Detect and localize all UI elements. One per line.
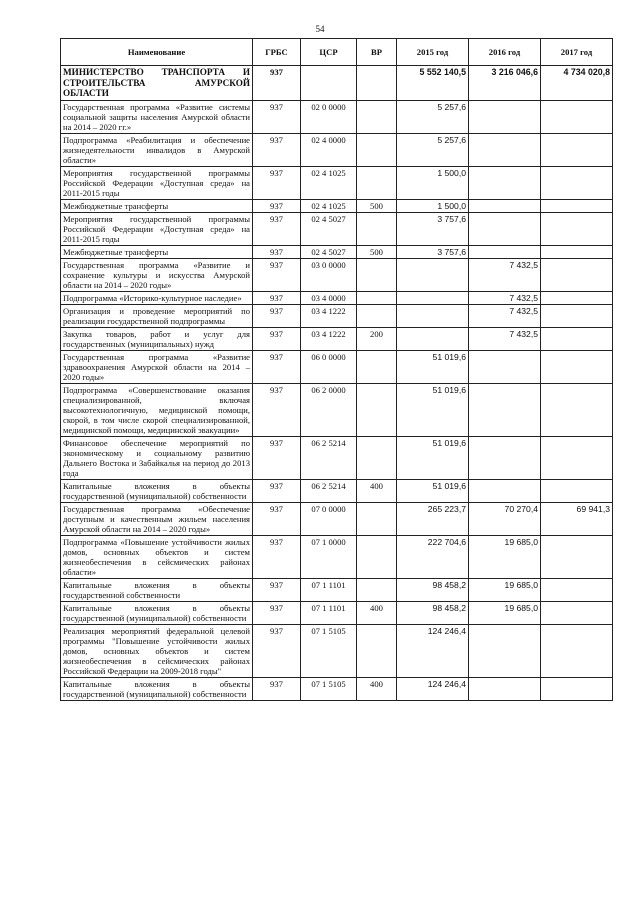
cell-2017: 69 941,3 bbox=[541, 502, 613, 535]
header-row bbox=[61, 39, 613, 66]
cell-grbs: 937 bbox=[253, 327, 301, 350]
cell-vr bbox=[357, 383, 397, 436]
cell-name: Государственная программа «Развитие здравоохранения Амурской области на 2014 – 2020 годы» bbox=[61, 350, 253, 383]
cell-2015: 1 500,0 bbox=[397, 166, 469, 199]
cell-name: Организация и проведение мероприятий по реализации государственной подпрограммы bbox=[61, 304, 253, 327]
table-row bbox=[61, 212, 613, 245]
cell-vr: 400 bbox=[357, 677, 397, 700]
cell-grbs: 937 bbox=[253, 383, 301, 436]
cell-2016: 3 216 046,6 bbox=[469, 66, 541, 101]
cell-2016: 19 685,0 bbox=[469, 578, 541, 601]
cell-name: Мероприятия государственной программы Российской Федерации «Доступная среда» на 2011-2015 годы bbox=[61, 166, 253, 199]
cell-2015: 51 019,6 bbox=[397, 479, 469, 502]
table-row bbox=[61, 100, 613, 133]
cell-vr bbox=[357, 100, 397, 133]
cell-name: Капитальные вложения в объекты государственной (муниципальной) собственности bbox=[61, 601, 253, 624]
cell-2015 bbox=[397, 258, 469, 291]
table-row bbox=[61, 502, 613, 535]
cell-2015: 222 704,6 bbox=[397, 535, 469, 578]
cell-2015: 98 458,2 bbox=[397, 578, 469, 601]
header-2017: 2017 год bbox=[541, 39, 613, 66]
cell-2016 bbox=[469, 212, 541, 245]
cell-name: Подпрограмма «Реабилитация и обеспечение жизнедеятельности инвалидов в Амурской области» bbox=[61, 133, 253, 166]
cell-csr: 02 4 5027 bbox=[301, 212, 357, 245]
cell-2016 bbox=[469, 133, 541, 166]
cell-name: Государственная программа «Обеспечение доступным и качественным жильем населения Амурской области на 2014 – 2020 годы» bbox=[61, 502, 253, 535]
cell-2016: 7 432,5 bbox=[469, 304, 541, 327]
cell-name: Межбюджетные трансферты bbox=[61, 199, 253, 212]
cell-vr: 500 bbox=[357, 245, 397, 258]
table-row bbox=[61, 304, 613, 327]
cell-2016: 19 685,0 bbox=[469, 601, 541, 624]
table-row bbox=[61, 291, 613, 304]
cell-2017 bbox=[541, 133, 613, 166]
cell-2015: 5 552 140,5 bbox=[397, 66, 469, 101]
cell-csr: 07 0 0000 bbox=[301, 502, 357, 535]
cell-name: Подпрограмма «Совершенствование оказания специализированной, включая высокотехнологичную, медицинской помощи, скорой, в том числе скорой специализированной, медицинской помощи, медицинской эвакуации» bbox=[61, 383, 253, 436]
table-row bbox=[61, 601, 613, 624]
cell-2017 bbox=[541, 291, 613, 304]
cell-2015 bbox=[397, 327, 469, 350]
cell-grbs: 937 bbox=[253, 350, 301, 383]
cell-vr bbox=[357, 291, 397, 304]
cell-csr: 06 2 5214 bbox=[301, 479, 357, 502]
cell-name: Государственная программа «Развитие и сохранение культуры и искусства Амурской области на 2014 – 2020 годы» bbox=[61, 258, 253, 291]
cell-2017 bbox=[541, 350, 613, 383]
cell-grbs: 937 bbox=[253, 624, 301, 677]
cell-vr bbox=[357, 535, 397, 578]
cell-2017 bbox=[541, 245, 613, 258]
table-row bbox=[61, 578, 613, 601]
budget-table bbox=[60, 38, 613, 701]
table-row bbox=[61, 245, 613, 258]
cell-csr: 02 4 5027 bbox=[301, 245, 357, 258]
cell-2016: 7 432,5 bbox=[469, 291, 541, 304]
header-csr: ЦСР bbox=[301, 39, 357, 66]
cell-2015: 124 246,4 bbox=[397, 624, 469, 677]
cell-2016: 7 432,5 bbox=[469, 258, 541, 291]
header-2016: 2016 год bbox=[469, 39, 541, 66]
cell-2017 bbox=[541, 624, 613, 677]
page-number: 54 bbox=[315, 24, 325, 34]
cell-grbs: 937 bbox=[253, 304, 301, 327]
cell-name: Финансовое обеспечение мероприятий по экономическому и социальному развитию Дальнего Востока и Забайкалья на период до 2013 года bbox=[61, 436, 253, 479]
cell-name: Капитальные вложения в объекты государственной (муниципальной) собственности bbox=[61, 677, 253, 700]
cell-2015: 265 223,7 bbox=[397, 502, 469, 535]
cell-name: Подпрограмма «Историко-культурное наследие» bbox=[61, 291, 253, 304]
cell-grbs: 937 bbox=[253, 601, 301, 624]
cell-csr: 03 4 1222 bbox=[301, 327, 357, 350]
cell-2017 bbox=[541, 436, 613, 479]
cell-2015: 5 257,6 bbox=[397, 133, 469, 166]
cell-name: Подпрограмма «Повышение устойчивости жилых домов, основных объектов и систем жизнеобеспечения в сейсмических районах области» bbox=[61, 535, 253, 578]
table-row bbox=[61, 133, 613, 166]
cell-vr bbox=[357, 212, 397, 245]
table-row bbox=[61, 166, 613, 199]
cell-csr: 03 0 0000 bbox=[301, 258, 357, 291]
cell-vr bbox=[357, 304, 397, 327]
table-row bbox=[61, 535, 613, 578]
cell-grbs: 937 bbox=[253, 133, 301, 166]
cell-name: Закупка товаров, работ и услуг для государственных (муниципальных) нужд bbox=[61, 327, 253, 350]
cell-name: Государственная программа «Развитие системы социальной защиты населения Амурской области на 2014 – 2020 гг.» bbox=[61, 100, 253, 133]
cell-name: Капитальные вложения в объекты государственной (муниципальной) собственности bbox=[61, 479, 253, 502]
cell-vr: 400 bbox=[357, 479, 397, 502]
table-row bbox=[61, 327, 613, 350]
cell-2015: 51 019,6 bbox=[397, 383, 469, 436]
cell-2016 bbox=[469, 383, 541, 436]
cell-vr: 500 bbox=[357, 199, 397, 212]
cell-vr bbox=[357, 624, 397, 677]
cell-2017 bbox=[541, 258, 613, 291]
cell-grbs: 937 bbox=[253, 100, 301, 133]
cell-grbs: 937 bbox=[253, 258, 301, 291]
table-row bbox=[61, 258, 613, 291]
cell-vr bbox=[357, 166, 397, 199]
cell-2017 bbox=[541, 304, 613, 327]
cell-grbs: 937 bbox=[253, 166, 301, 199]
cell-vr bbox=[357, 133, 397, 166]
cell-2016 bbox=[469, 245, 541, 258]
cell-vr bbox=[357, 436, 397, 479]
cell-2016 bbox=[469, 624, 541, 677]
cell-grbs: 937 bbox=[253, 199, 301, 212]
cell-csr: 06 2 0000 bbox=[301, 383, 357, 436]
cell-csr: 07 1 1101 bbox=[301, 601, 357, 624]
header-vr: ВР bbox=[357, 39, 397, 66]
cell-2017 bbox=[541, 100, 613, 133]
table-body bbox=[61, 66, 613, 701]
cell-grbs: 937 bbox=[253, 578, 301, 601]
cell-csr bbox=[301, 66, 357, 101]
cell-2017 bbox=[541, 535, 613, 578]
cell-grbs: 937 bbox=[253, 291, 301, 304]
cell-vr bbox=[357, 66, 397, 101]
cell-csr: 07 1 5105 bbox=[301, 677, 357, 700]
cell-grbs: 937 bbox=[253, 66, 301, 101]
cell-2015: 124 246,4 bbox=[397, 677, 469, 700]
cell-2015 bbox=[397, 291, 469, 304]
cell-csr: 06 2 5214 bbox=[301, 436, 357, 479]
cell-2017: 4 734 020,8 bbox=[541, 66, 613, 101]
cell-vr: 400 bbox=[357, 601, 397, 624]
cell-name: МИНИСТЕРСТВО ТРАНСПОРТА И СТРОИТЕЛЬСТВА АМУРСКОЙ ОБЛАСТИ bbox=[61, 66, 253, 101]
header-grbs: ГРБС bbox=[253, 39, 301, 66]
cell-name: Капитальные вложения в объекты государственной собственности bbox=[61, 578, 253, 601]
cell-2016 bbox=[469, 166, 541, 199]
cell-csr: 02 4 1025 bbox=[301, 166, 357, 199]
cell-2016 bbox=[469, 100, 541, 133]
cell-name: Межбюджетные трансферты bbox=[61, 245, 253, 258]
table-row bbox=[61, 199, 613, 212]
cell-2015: 1 500,0 bbox=[397, 199, 469, 212]
cell-vr: 200 bbox=[357, 327, 397, 350]
table-row bbox=[61, 350, 613, 383]
cell-2015: 3 757,6 bbox=[397, 245, 469, 258]
cell-2015: 51 019,6 bbox=[397, 436, 469, 479]
cell-grbs: 937 bbox=[253, 245, 301, 258]
cell-2015: 3 757,6 bbox=[397, 212, 469, 245]
cell-grbs: 937 bbox=[253, 502, 301, 535]
cell-2016 bbox=[469, 199, 541, 212]
cell-2017 bbox=[541, 212, 613, 245]
cell-grbs: 937 bbox=[253, 479, 301, 502]
cell-vr bbox=[357, 350, 397, 383]
header-2015: 2015 год bbox=[397, 39, 469, 66]
cell-csr: 02 0 0000 bbox=[301, 100, 357, 133]
cell-csr: 07 1 5105 bbox=[301, 624, 357, 677]
cell-2017 bbox=[541, 578, 613, 601]
cell-grbs: 937 bbox=[253, 436, 301, 479]
cell-grbs: 937 bbox=[253, 535, 301, 578]
cell-vr bbox=[357, 502, 397, 535]
cell-grbs: 937 bbox=[253, 212, 301, 245]
cell-2017 bbox=[541, 166, 613, 199]
cell-2016 bbox=[469, 677, 541, 700]
cell-csr: 03 4 0000 bbox=[301, 291, 357, 304]
ministry-row bbox=[61, 66, 613, 101]
cell-2016 bbox=[469, 479, 541, 502]
cell-name: Мероприятия государственной программы Российской Федерации «Доступная среда» на 2011-2015 годы bbox=[61, 212, 253, 245]
cell-2016 bbox=[469, 350, 541, 383]
table-row bbox=[61, 677, 613, 700]
cell-2017 bbox=[541, 677, 613, 700]
cell-2016: 7 432,5 bbox=[469, 327, 541, 350]
cell-2017 bbox=[541, 383, 613, 436]
cell-csr: 07 1 0000 bbox=[301, 535, 357, 578]
cell-2016: 19 685,0 bbox=[469, 535, 541, 578]
cell-2017 bbox=[541, 327, 613, 350]
cell-2016: 70 270,4 bbox=[469, 502, 541, 535]
cell-csr: 07 1 1101 bbox=[301, 578, 357, 601]
cell-2015: 51 019,6 bbox=[397, 350, 469, 383]
table-row bbox=[61, 479, 613, 502]
cell-csr: 02 4 1025 bbox=[301, 199, 357, 212]
cell-2015: 5 257,6 bbox=[397, 100, 469, 133]
cell-csr: 06 0 0000 bbox=[301, 350, 357, 383]
cell-2015: 98 458,2 bbox=[397, 601, 469, 624]
table-row bbox=[61, 383, 613, 436]
table-row bbox=[61, 436, 613, 479]
cell-name: Реализация мероприятий федеральной целевой программы "Повышение устойчивости жилых домов, основных объектов и систем жизнеобеспечения в сейсмических районах Российской Федерации на 2009-2018 годы" bbox=[61, 624, 253, 677]
cell-csr: 03 4 1222 bbox=[301, 304, 357, 327]
header-name: Наименование bbox=[61, 39, 253, 66]
cell-vr bbox=[357, 578, 397, 601]
cell-vr bbox=[357, 258, 397, 291]
cell-2016 bbox=[469, 436, 541, 479]
cell-grbs: 937 bbox=[253, 677, 301, 700]
cell-csr: 02 4 0000 bbox=[301, 133, 357, 166]
cell-2017 bbox=[541, 199, 613, 212]
cell-2017 bbox=[541, 479, 613, 502]
table-header bbox=[61, 39, 613, 66]
table-row bbox=[61, 624, 613, 677]
cell-2015 bbox=[397, 304, 469, 327]
cell-2017 bbox=[541, 601, 613, 624]
